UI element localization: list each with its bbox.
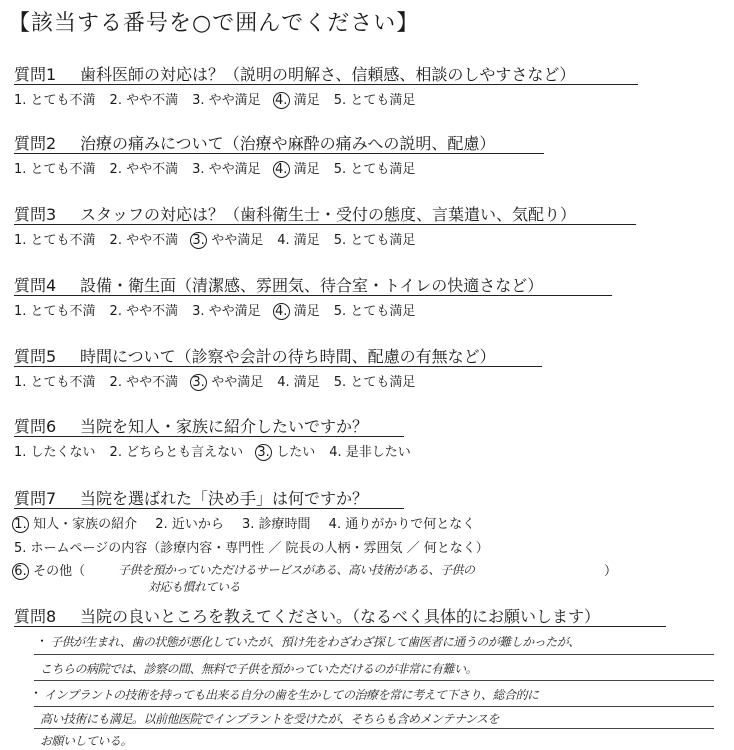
question-5-options <box>14 371 429 391</box>
q8-ruled-line-1 <box>34 654 714 655</box>
q7-option-5[interactable]: 5. ホームページの内容（診療内容・専門性 ／ 院長の人柄・雰囲気 ／ 何となく） <box>14 541 489 556</box>
q7-option-6-marker <box>14 560 85 580</box>
q7-option-6[interactable] <box>14 560 87 580</box>
q7-option-1[interactable] <box>14 513 137 533</box>
question-2-text: 治療の痛みについて（治療や麻酔の痛みへの説明、配慮） <box>80 134 496 153</box>
q7-option-3[interactable]: 3. 診療時間 <box>241 517 311 532</box>
question-8-heading <box>14 604 600 627</box>
question-5-number: 質問5 <box>14 347 57 366</box>
question-3-underline <box>14 224 636 225</box>
question-2-option-3[interactable]: 3. やや満足 <box>192 162 261 177</box>
question-2-heading <box>14 131 495 154</box>
question-1-heading <box>14 62 575 85</box>
option-label: 満足 <box>289 304 320 319</box>
question-3-text: スタッフの対応は？（歯科衛生士・受付の態度、言葉遣い、気配り） <box>80 205 577 224</box>
question-8-text: 当院の良いところを教えてください。（なるべく具体的にお願いします） <box>80 607 601 626</box>
question-2-option-2[interactable]: 2. やや不満 <box>109 162 179 177</box>
question-3-option-2[interactable]: 2. やや不満 <box>109 233 179 248</box>
question-6-option-4[interactable]: 4. 是非したい <box>329 445 411 460</box>
question-3-option-5[interactable]: 5. とても満足 <box>333 233 416 248</box>
question-5-option-4[interactable]: 4. 満足 <box>277 375 320 390</box>
page-title: 【該当する番号を○で囲んでください】 <box>8 11 420 36</box>
question-6-number: 質問6 <box>14 417 57 436</box>
question-4-underline <box>14 295 612 296</box>
question-7-text: 当院を選ばれた「決め手」は何ですか？ <box>80 489 369 508</box>
q8-answer-line-4: 高い技術にも満足。以前他医院でインプラントを受けたが、そちらも含めメンテナンスを <box>40 712 500 726</box>
question-4-options <box>14 300 429 320</box>
option-label: 満足 <box>289 162 320 177</box>
q8-bullet-1: ・ <box>36 634 49 648</box>
question-1-option-3[interactable]: 3. やや満足 <box>192 93 261 108</box>
selected-circle: 3. <box>190 232 207 249</box>
selected-circle: 4. <box>273 303 290 320</box>
q8-answer-line-5: お願いしている。 <box>40 734 133 748</box>
q8-answer-line-2: こちらの病院では、診察の間、無料で子供を預かっていただけるのが非常に有難い。 <box>40 662 478 676</box>
q7-option-1-label: 知人・家族の紹介 <box>33 517 138 532</box>
question-5-option-2[interactable]: 2. やや不満 <box>109 375 179 390</box>
question-7-options-row1 <box>14 513 489 533</box>
question-8-underline <box>14 626 666 627</box>
q7-other-handwritten-line-2: 対応も慣れている <box>148 580 241 594</box>
question-4-option-2[interactable]: 2. やや不満 <box>109 304 179 319</box>
question-6-heading <box>14 414 368 437</box>
question-3-option-1[interactable]: 1. とても不満 <box>14 233 96 248</box>
question-3-option-4[interactable]: 4. 満足 <box>277 233 320 248</box>
option-label: したい <box>272 445 316 460</box>
question-4-text: 設備・衛生面（清潔感、雰囲気、待合室・トイレの快適さなど） <box>80 276 544 295</box>
selected-circle: 3. <box>190 374 207 391</box>
q8-ruled-line-2 <box>34 680 714 681</box>
question-4-option-3[interactable]: 3. やや満足 <box>192 304 261 319</box>
question-5-underline <box>14 366 542 367</box>
question-2-number: 質問2 <box>14 134 57 153</box>
question-4-number: 質問4 <box>14 276 57 295</box>
question-1-underline <box>14 84 638 85</box>
question-4-heading <box>14 273 543 296</box>
question-1-option-1[interactable]: 1. とても不満 <box>14 93 96 108</box>
q7-option-1-circle: 1. <box>12 516 29 533</box>
question-5-option-1[interactable]: 1. とても不満 <box>14 375 96 390</box>
question-1-option-2[interactable]: 2. やや不満 <box>109 93 179 108</box>
question-8-number: 質問8 <box>14 607 57 626</box>
question-6-option-1[interactable]: 1. したくない <box>14 445 96 460</box>
q7-other-close-paren: ） <box>604 564 618 579</box>
question-5-option-3[interactable] <box>192 371 263 391</box>
selected-circle: 3. <box>255 444 272 461</box>
question-2-option-4[interactable] <box>275 158 320 178</box>
question-2-option-1[interactable]: 1. とても不満 <box>14 162 96 177</box>
question-1-options <box>14 89 429 109</box>
question-1-option-4[interactable] <box>275 89 320 109</box>
q7-option-4[interactable]: 4. 通りがかりで何となく <box>328 517 476 532</box>
q7-option-2[interactable]: 2. 近いから <box>155 517 224 532</box>
question-6-option-2[interactable]: 2. どちらとも言えない <box>109 445 244 460</box>
question-2-options <box>14 158 429 178</box>
q8-answer-line-1: 子供が生まれ、歯の状態が悪化していたが、預け先をわざわざ探して歯医者に通うのが難しかったが、 <box>50 635 580 649</box>
question-2-underline <box>14 153 544 154</box>
q7-option-6-circle: 6. <box>12 563 29 580</box>
question-3-heading <box>14 202 576 225</box>
question-2-option-5[interactable]: 5. とても満足 <box>333 162 416 177</box>
question-3-number: 質問3 <box>14 205 57 224</box>
question-6-underline <box>14 436 404 437</box>
question-6-option-3[interactable] <box>257 441 315 461</box>
question-6-text: 当院を知人・家族に紹介したいですか？ <box>80 417 369 436</box>
question-4-option-4[interactable] <box>275 300 320 320</box>
question-1-text: 歯科医師の対応は？（説明の明解さ、信頼感、相談のしやすさなど） <box>80 65 576 84</box>
question-7-heading <box>14 486 368 509</box>
selected-circle: 4. <box>273 92 290 109</box>
q8-answer-line-3: インプラントの技術を持っても出来る自分の歯を生かしての治療を常に考えて下さり、総合的に <box>44 688 539 702</box>
option-label: 満足 <box>289 93 320 108</box>
selected-circle: 4. <box>273 161 290 178</box>
q8-ruled-line-3 <box>34 706 714 707</box>
q8-bullet-2: ・ <box>30 686 43 700</box>
q8-ruled-line-4 <box>34 728 714 729</box>
question-1-option-5[interactable]: 5. とても満足 <box>333 93 416 108</box>
question-5-heading <box>14 344 496 367</box>
question-4-option-1[interactable]: 1. とても不満 <box>14 304 96 319</box>
question-7-underline <box>14 508 404 509</box>
question-7-number: 質問7 <box>14 489 57 508</box>
question-6-options <box>14 441 425 461</box>
question-5-text: 時間について（診察や会計の待ち時間、配慮の有無など） <box>80 347 496 366</box>
q7-option-6-label: その他（ <box>33 564 86 579</box>
question-3-option-3[interactable] <box>192 229 263 249</box>
question-5-option-5[interactable]: 5. とても満足 <box>333 375 416 390</box>
question-1-number: 質問1 <box>14 65 57 84</box>
option-label: やや満足 <box>207 375 264 390</box>
question-3-options <box>14 229 429 249</box>
q7-other-handwritten-line-1: 子供を預かっていただけるサービスがある、高い技術がある、子供の <box>118 563 475 577</box>
question-4-option-5[interactable]: 5. とても満足 <box>333 304 416 319</box>
option-label: やや満足 <box>207 233 264 248</box>
